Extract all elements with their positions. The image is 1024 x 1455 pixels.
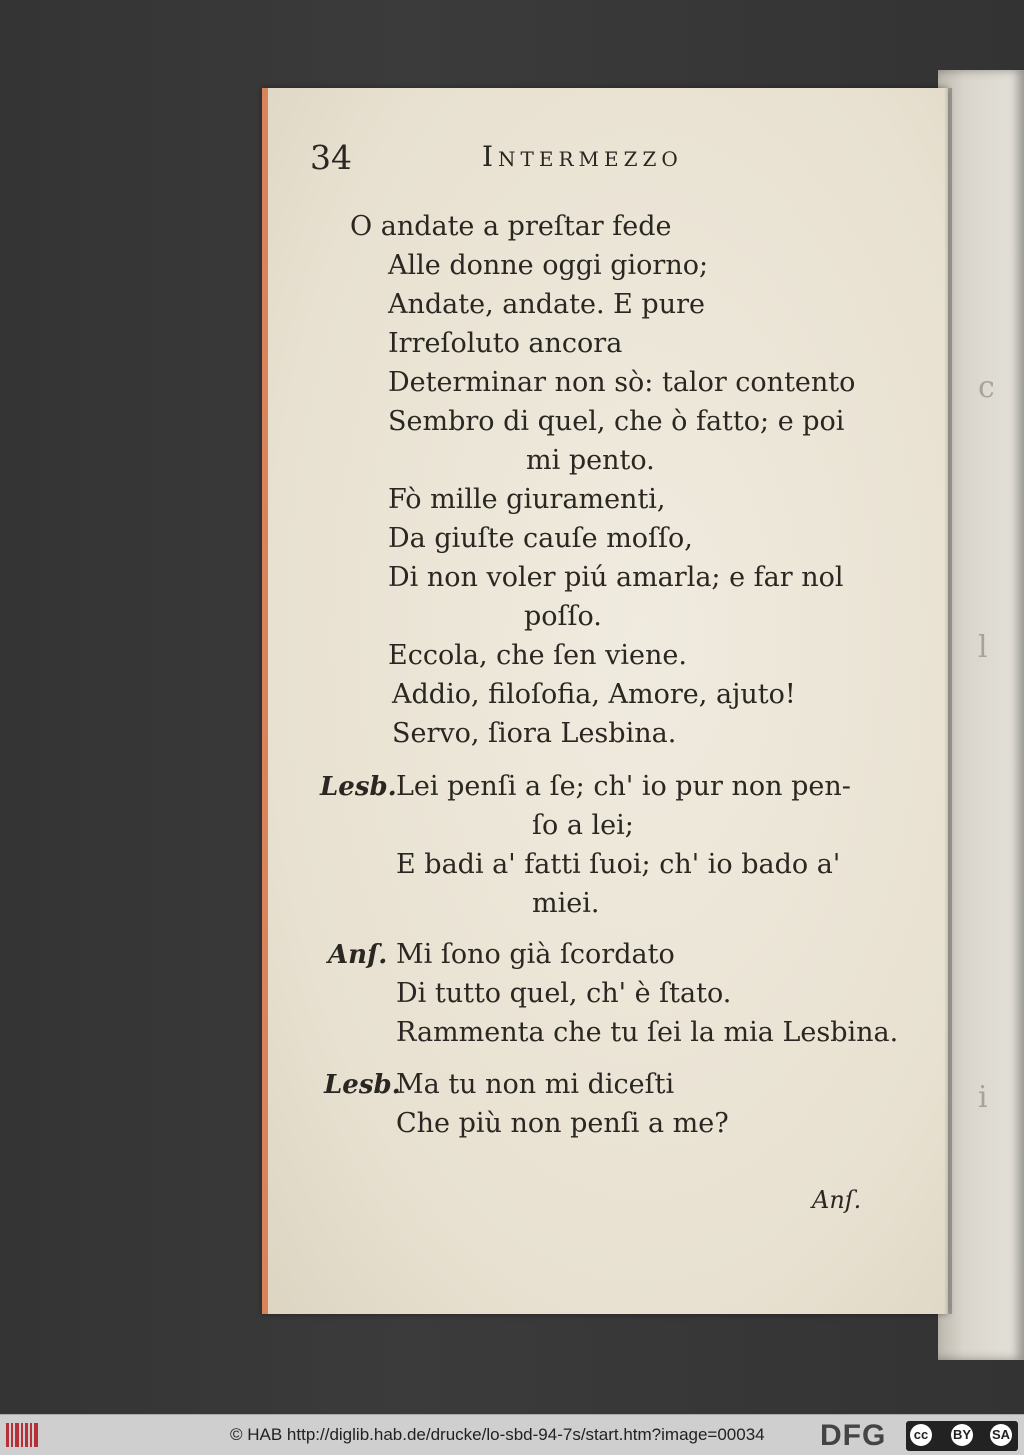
verse-line: Addio, filoſofia, Amore, ajuto! <box>392 679 796 710</box>
verse-line: Alle donne oggi giorno; <box>388 250 709 281</box>
verse-line: Irreſoluto ancora <box>388 328 623 359</box>
cc-license-badge[interactable] <box>906 1421 1018 1451</box>
speech-line-turnover: ſo a lei; <box>532 810 634 841</box>
page-number: 34 <box>310 138 352 177</box>
speech-line: Ma tu non mi diceſti <box>396 1069 675 1100</box>
verse-line: Da giuſte cauſe moſſo, <box>388 523 693 554</box>
speech-line: Che più non penſi a me? <box>396 1108 729 1139</box>
speech-line: Mi ſono già ſcordato <box>396 939 675 970</box>
speaker-label: Anſ. <box>328 940 388 970</box>
speech-line: E badi a' fatti ſuoi; ch' io bado a' <box>396 849 841 880</box>
copyright-link[interactable]: © HAB http://diglib.hab.de/drucke/lo-sbd-94-7s/start.htm?image=00034 <box>230 1425 765 1444</box>
dfg-logo[interactable]: DFG <box>820 1419 887 1452</box>
verse-line: Eccola, che ſen viene. <box>388 640 687 671</box>
viewer-footer <box>0 1414 1024 1455</box>
facing-page-edge: c l i <box>938 70 1024 1360</box>
by-icon: BY <box>951 1424 973 1446</box>
verse-line-turnover: mi pento. <box>526 445 655 476</box>
verse-line: Andate, andate. E pure <box>388 289 705 320</box>
verse-line: Fò mille giuramenti, <box>388 484 666 515</box>
catchword: Anſ. <box>812 1186 862 1214</box>
cc-icon: cc <box>910 1424 932 1446</box>
verse-line: Di non voler piú amarla; e far nol <box>388 562 844 593</box>
sa-icon: SA <box>990 1424 1012 1446</box>
verse-line: Sembro di quel, che ò fatto; e poi <box>388 406 845 437</box>
speech-line: Di tutto quel, ch' è ſtato. <box>396 978 732 1009</box>
speaker-label: Lesb. <box>320 772 397 802</box>
verse-line: O andate a preſtar fede <box>350 211 672 242</box>
book-page <box>262 88 948 1314</box>
hab-logo-icon <box>6 1423 40 1447</box>
verse-line: Servo, ſiora Lesbina. <box>392 718 677 749</box>
speech-line-turnover: miei. <box>532 888 600 919</box>
verse-line-turnover: poſſo. <box>524 601 602 632</box>
verse-line: Determinar non sò: talor contento <box>388 367 856 398</box>
speaker-label: Lesb. <box>324 1070 401 1100</box>
running-head: Intermezzo <box>482 140 683 173</box>
speech-line: Lei penſi a ſe; ch' io pur non pen- <box>396 771 851 802</box>
speech-line: Rammenta che tu ſei la mia Lesbina. <box>396 1017 899 1048</box>
